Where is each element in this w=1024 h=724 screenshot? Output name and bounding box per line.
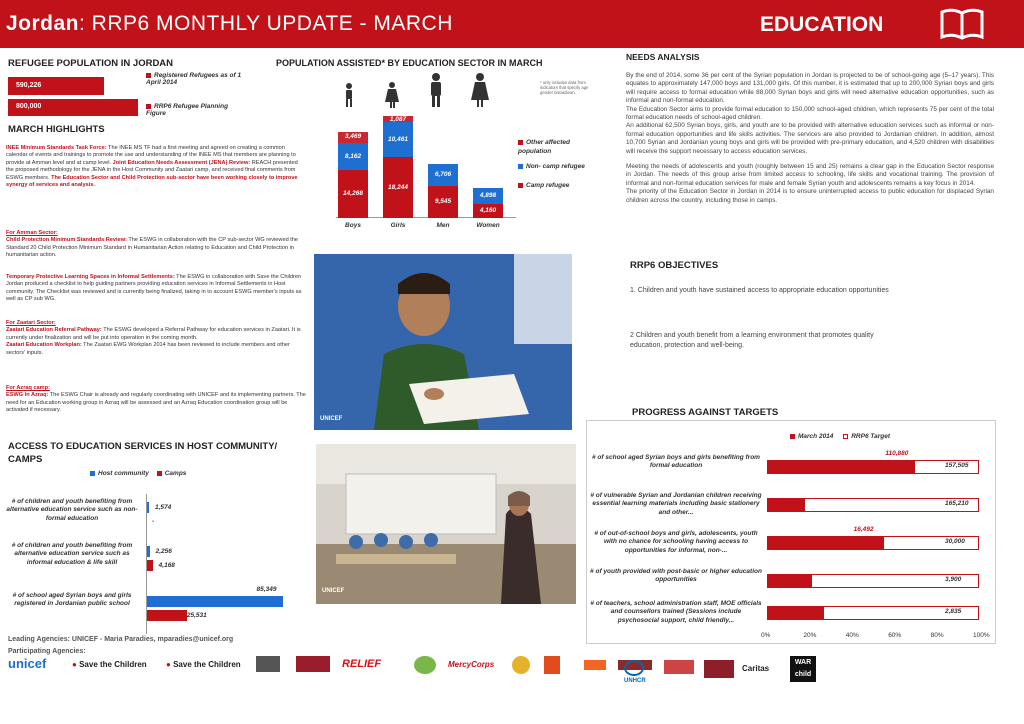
population-bar-label: 10,461 (388, 135, 408, 143)
objective-1: 1. Children and youth have sustained access to appropriate education opportunities (630, 287, 889, 294)
progress-chart (586, 444, 996, 644)
access-value-camp: - (152, 518, 155, 525)
registered-legend: Registered Refugees as of 1 April 2014 (146, 72, 242, 86)
logo-warchild: WAR child (790, 656, 816, 682)
access-value-host: 1,574 (155, 504, 172, 511)
logo-block-1 (256, 656, 280, 672)
progress-target-value: 2,835 (945, 608, 962, 615)
population-bar-women-camp (473, 204, 503, 218)
progress-row-label: # of youth provided with post-basic or higher education opportunities (590, 568, 762, 584)
needs-text: By the end of 2014, some 36 per cent of the Syrian population in Jordan is projected to be of school-going age (5–17 years). This equates to approximately 147,000 boys and 131,000 girls. Of this number, it is estimated that up to 200,000 Syrian boys and girls will require access to formal education while 88,000 Syrian boys and girls will need alternative education opportunities, such as informal and non-formal education. The Education Sector aims to provide formal education to 150,000 school-aged children, which represents 75 per cent of the total formal education needs of school-aged children. An additional 62,500 Syrian boys, girls, and youth are to be provided with alternative education services such as informal or non-formal education opportunities and life skills activities. The services are also provided to Jordanian children. In addition, almost 10,700 Syrian and Jordanian young boys and girls will be provided with pre-primary education, and 4,520 children with disabilities will receive the support necessary to access education services. Meeting the needs of adolescents and youth (roughly between 15 and 25) remains a clear gap in the Education Sector response in Jordan. The needs of this group arise from limited access to schooling, life skills and vocational training. The provision of informal and non-formal education services for male and female Syrian youth and adolescents remains a key focus in 2014. The priority of the Education Sector in Jordan in 2014 is to ensure uninterrupted access to public education for displaced Syrian children across the country, including those in camps. (626, 72, 994, 204)
logo-block-8 (664, 660, 694, 674)
access-value-camp: 25,531 (186, 612, 207, 619)
access-row-label: # of children and youth benefiting from alternative education service such as informal education & life skill (11, 542, 133, 566)
man-icon (431, 73, 441, 107)
highlights-block-1: INEE Minimum Standards Task Force: The INEE MS TF had a first meeting and agreed on creating a common calendar of events and trainings to promote the use and understanding of the INEE MS that members are planning to provide at Amman level and at camp level. Joint Education Needs Assessment (JENA) Review: REACH presented the proposed methodology for the JENA in the Host Community and Zaatari camp, and received final comments from ESWG members. The Education Sector and Child Protection sub-sector have been working closely to improve synergy of services and analysis. (6, 145, 298, 189)
logo-save-children-2: ● Save the Children (166, 660, 241, 669)
logo-block-6 (584, 660, 606, 670)
progress-tick-label: 80% (930, 632, 944, 639)
logo-block-9 (704, 660, 734, 678)
leading-agencies: Leading Agencies: UNICEF - Maria Paradies, mparadies@unicef.org (8, 636, 234, 643)
population-bar-label: 9,545 (434, 198, 452, 206)
logo-save-children-1: ● Save the Children (72, 660, 147, 669)
highlights-azraq: For Azraq camp: ESWG in Azraq: The ESWG Chair is already and regularly coordinating with UNICEF and its implementing partners. The need for an Education working group in Azraq will be assessed and an Azraq Education coordination group will be activated if necessary. (6, 385, 306, 414)
progress-tick-label: 100% (973, 632, 990, 639)
population-bar-label: 3,469 (344, 133, 362, 141)
access-row-label: # of school aged Syrian boys and girls registered in Jordanian public school (12, 592, 132, 608)
photo-classroom (316, 444, 576, 604)
header-banner (0, 0, 1024, 48)
progress-tick-label: 20% (803, 632, 817, 639)
population-legend: Other affected population Non- camp refugee Camp refugee (518, 139, 585, 189)
highlights-heading: MARCH HIGHLIGHTS (8, 124, 105, 135)
objective-2: 2 Children and youth benefit from a learning environment that promotes quality education, protection and well-being. (630, 332, 874, 349)
access-bar-host (146, 596, 283, 607)
logo-block-2 (296, 656, 330, 672)
logo-relief: RELIEF (342, 658, 382, 670)
book-icon (940, 8, 984, 40)
population-category-label: Boys (345, 222, 361, 229)
photo-boy-reading (314, 254, 572, 430)
logo-mercycorps: MercyCorps (448, 660, 495, 669)
population-bar-men-noncamp (428, 164, 458, 186)
population-bar-girls-other (383, 116, 413, 122)
access-legend: Host community Camps (90, 470, 186, 477)
progress-achieved-bar (767, 606, 824, 620)
access-axis (146, 494, 147, 634)
progress-achieved-bar (767, 536, 884, 550)
people-icons (336, 72, 516, 110)
planning-legend: RRP6 Refugee Planning Figure (146, 103, 229, 117)
page-title: Jordan: RRP6 MONTHLY UPDATE - MARCH (6, 12, 453, 35)
progress-achieved-value: 829 (785, 576, 797, 583)
access-chart (0, 480, 310, 630)
population-bar-label: 8,162 (344, 152, 362, 160)
planning-value: 800,000 (16, 103, 42, 110)
progress-row-label: # of vulnerable Syrian and Jordanian children receiving essential learning materials including basic stationery and other... (590, 492, 762, 516)
population-category-label: Men (436, 222, 450, 229)
sector-title: EDUCATION (760, 13, 884, 36)
access-bar-camp (146, 610, 187, 621)
logo-block-3 (414, 656, 436, 674)
population-chart (336, 118, 516, 218)
access-value-host: 85,349 (256, 586, 277, 593)
population-bar-label: 4,898 (479, 191, 497, 199)
progress-achieved-value: 29,805 (779, 500, 800, 507)
progress-achieved-value: 16,492 (853, 526, 874, 533)
population-bar-boys-camp (338, 170, 368, 218)
population-bar-men-camp (428, 186, 458, 218)
population-bar-women-noncamp (473, 188, 503, 204)
population-bar-boys-other (338, 132, 368, 144)
logo-block-5 (544, 656, 560, 674)
access-row-label: # of children and youth benefiting from alternative education service such as non-formal education (6, 498, 138, 522)
photo-credit-1: UNICEF (320, 416, 343, 422)
population-bar-girls-camp (383, 157, 413, 218)
highlights-amman: For Amman Sector: Child Protection Minimum Standards Review: The ESWG in collaboration with the CP sub-sector WG reviewed the Standard 20 Child Protection Minimum Standard in Humanitarian Action relating to Education and Child Protection in humanitarian action. (6, 230, 299, 259)
population-bar-label: 4,160 (479, 207, 497, 215)
progress-target-value: 157,505 (945, 462, 969, 469)
woman-icon (471, 73, 489, 107)
population-bar-boys-noncamp (338, 143, 368, 170)
logo-unicef: unicef (8, 656, 47, 671)
access-value-camp: 4,168 (158, 562, 175, 569)
progress-tick-label: 0% (761, 632, 771, 639)
progress-row-label: # of teachers, school administration staff, MOE officials and counsellors trained (Sessions include psychosocial support, child friendly... (590, 600, 762, 624)
registered-value: 590,226 (16, 82, 42, 89)
access-heading: ACCESS TO EDUCATION SERVICES IN HOST COMMUNITY/ CAMPS (8, 441, 278, 465)
refugee-population-heading: REFUGEE POPULATION IN JORDAN (8, 58, 174, 69)
progress-target-value: 30,000 (945, 538, 965, 545)
needs-heading: NEEDS ANALYSIS (626, 52, 700, 62)
logo-caritas: Caritas (742, 664, 770, 673)
population-category-label: Women (476, 222, 500, 229)
population-bar-label: 1,087 (389, 116, 407, 124)
progress-heading: PROGRESS AGAINST TARGETS (632, 407, 779, 418)
progress-achieved-value: 760 (798, 608, 810, 615)
highlights-zaatari: For Zaatari Sector: Zaatari Education Referral Pathway: The ESWG developed a Referral Pathway for education services in Zaatari. It is currently under finalization and will be put into operation in the coming month. Zaatari Education Workplan: The Zaatari EWG Workplan 2014 has been reviewed to include members and other sectors' inputs. (6, 320, 301, 356)
girl-icon (385, 82, 399, 108)
population-bar-label: 6,706 (434, 171, 452, 178)
objectives-heading: RRP6 OBJECTIVES (630, 260, 719, 271)
highlights-settlements: Temporary Protective Learning Spaces in Informal Settlements: The ESWG in collaboration with Save the Children Jordan produced a checklist to help guiding partners providing education services in Informal Settlements in Host community. The Checklist was reviewed and is currently being finalized, taking in to account ESWG member's inputs as well as CP sub WG. (6, 274, 302, 303)
progress-achieved-value: 110,880 (885, 450, 909, 457)
population-bar-label: 18,244 (388, 183, 408, 191)
population-footnote: * only includes data from indicators that specify age gender breakdown. (540, 80, 589, 96)
population-bar-label: 14,268 (343, 190, 363, 198)
progress-legend: March 2014 RRP6 Target (790, 433, 890, 440)
population-assisted-heading: POPULATION ASSISTED* BY EDUCATION SECTOR IN MARCH (276, 58, 543, 68)
progress-achieved-bar (767, 460, 915, 474)
progress-tick-label: 40% (845, 632, 859, 639)
participating-agencies: Participating Agencies: (8, 648, 86, 655)
progress-target-value: 165,210 (945, 500, 969, 507)
boy-icon (346, 83, 352, 107)
population-bar-girls-noncamp (383, 122, 413, 157)
access-value-host: 2,256 (155, 548, 172, 555)
population-category-label: Girls (390, 222, 406, 229)
progress-tick-label: 60% (888, 632, 902, 639)
logo-block-4 (512, 656, 530, 674)
photo-credit-2: UNICEF (322, 588, 345, 594)
progress-target-value: 3,900 (945, 576, 962, 583)
logo-unhcr: UNHCR (624, 660, 646, 684)
progress-row-label: # of out-of-school boys and girls, adolescents, youth with no chance for schooling having access to opportunities for informal, non-... (594, 530, 758, 554)
progress-row-label: # of school aged Syrian boys and girls benefiting from formal education (592, 454, 760, 470)
